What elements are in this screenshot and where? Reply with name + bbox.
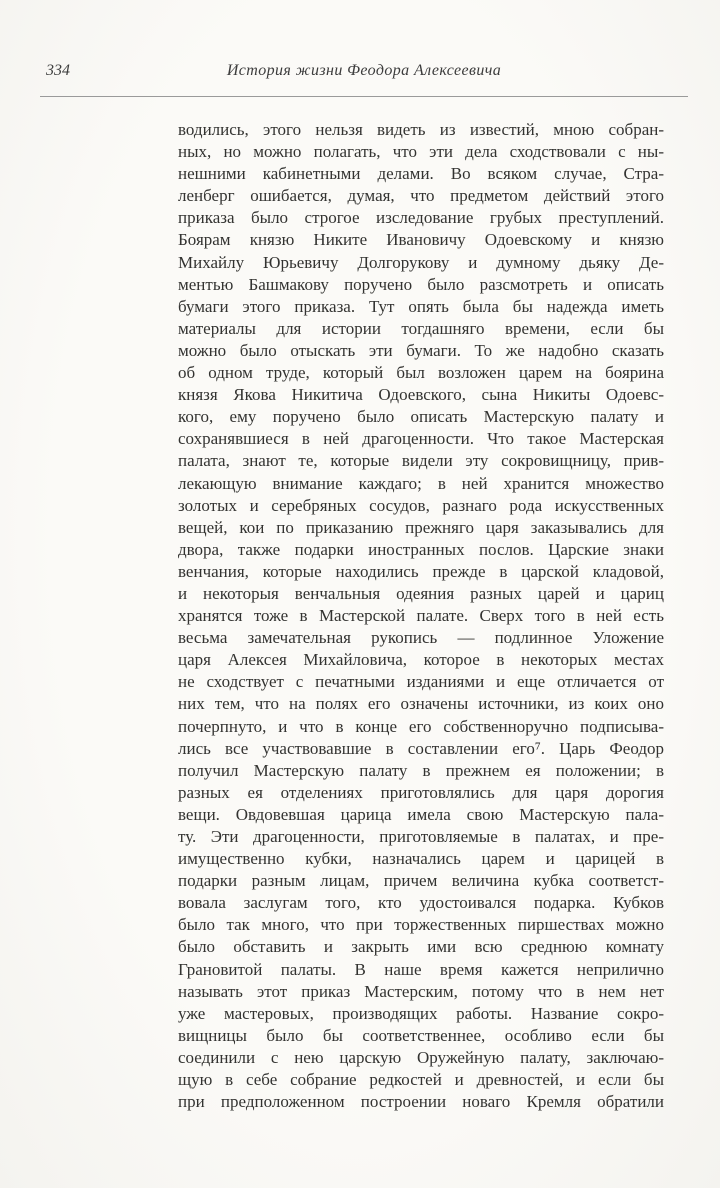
text-line: сохранявшиеся в ней драгоценности. Что такое Мастерская [178,429,664,449]
text-line: было так много, что при торжественных пиршествах можно [178,915,664,935]
text-line: двора, также подарки иностранных послов. Царские знаки [178,539,664,559]
text-line: щую в себе собрание редкостей и древностей, и если бы [178,1070,664,1090]
running-title: История жизни Феодора Алексеевича [226,62,502,79]
text-line: можно было отыскать эти бумаги. То же надобно сказать [178,340,664,360]
text-line: уже мастеровых, производящих работы. Название сокро- [178,1003,664,1023]
text-line: при предположенном построении новаго Кремля обратили [178,1092,664,1112]
text-block [178,119,664,1113]
text-line: материалы для истории тогдашняго времени, если бы [178,318,664,338]
text-line: царя Алексея Михайловича, которое в некоторых местах [178,650,664,670]
text-line: ментью Башмакову поручено было разсмотреть и описать [178,274,664,294]
text-line: Боярам князю Никите Ивановичу Одоевскому и князю [178,230,664,250]
text-line: подарки разным лицам, причем величина кубка соответст- [178,871,664,891]
text-line: князя Якова Никитича Одоевского, сына Никиты Одоевс- [178,385,664,405]
text-line: ленберг ошибается, думая, что предметом действий этого [178,186,664,206]
text-line: весьма замечательная рукопись — подлинное Уложение [178,628,664,648]
text-line: бумаги этого приказа. Тут опять была бы надежда иметь [178,296,664,316]
text-line: Грановитой палаты. В наше время кажется неприлично [178,959,664,979]
text-line: было обставить и закрыть ими всю среднюю комнату [178,937,664,957]
text-line: хранятся тоже в Мастерской палате. Сверх того в ней есть [178,606,664,626]
text-line: вищницы было бы соответственнее, особливо если бы [178,1025,664,1045]
text-line: водились, этого нельзя видеть из известий, мною собран- [178,120,664,139]
text-line: получил Мастерскую палату в прежнем ея положении; в [178,760,664,780]
text-line: об одном труде, который был возложен царем на боярина [178,363,664,383]
text-line: не сходствует с печатными изданиями и еще отличается от [178,672,664,692]
text-line: палата, знают те, которые видели эту сокровищницу, прив- [178,451,664,471]
text-line: Михайлу Юрьевичу Долгорукову и думному дьяку Де- [178,252,664,272]
text-line: лекающую внимание каждаго; в ней хранится множество [178,473,664,493]
text-line: лись все участвовавшие в составлении его⁷. Царь Феодор [178,738,664,758]
page-header [40,60,688,100]
text-line: приказа было строгое изследование грубых преступлений. [178,208,664,228]
text-line: и некоторыя венчальныя одеяния разных царей и цариц [178,583,664,603]
text-line: вовала заслугам того, кто удостоивался подарка. Кубков [178,893,664,913]
text-line: нешними кабинетными делами. Во всяком случае, Стра- [178,164,664,184]
text-line: них тем, что на полях его означены источники, из коих оно [178,694,664,714]
text-line: кого, ему поручено было описать Мастерскую палату и [178,407,664,427]
text-line: разных ея отделениях приготовлялись для царя дорогия [178,782,664,802]
text-line: называть этот приказ Мастерским, потому что в нем нет [178,981,664,1001]
text-line: соединили с нею царскую Оружейную палату, заключаю- [178,1047,664,1067]
text-line: венчания, которые находились прежде в царской кладовой, [178,561,664,581]
text-line: ных, но можно полагать, что эти дела сходствовали с ны- [178,142,664,162]
text-line: имущественно кубки, назначались царем и царицей в [178,849,664,869]
header-rule [40,96,688,97]
text-line: вещи. Овдовевшая царица имела свою Мастерскую пала- [178,804,664,824]
text-line: ту. Эти драгоценности, приготовляемые в палатах, и пре- [178,827,664,846]
text-line: золотых и серебряных сосудов, разнаго рода искусственных [178,495,664,515]
page-number: 334 [46,62,70,79]
text-line: вещей, кои по приказанию прежняго царя заказывались для [178,517,664,537]
text-line: почерпнуто, и что в конце его собственноручно подписыва- [178,716,664,736]
